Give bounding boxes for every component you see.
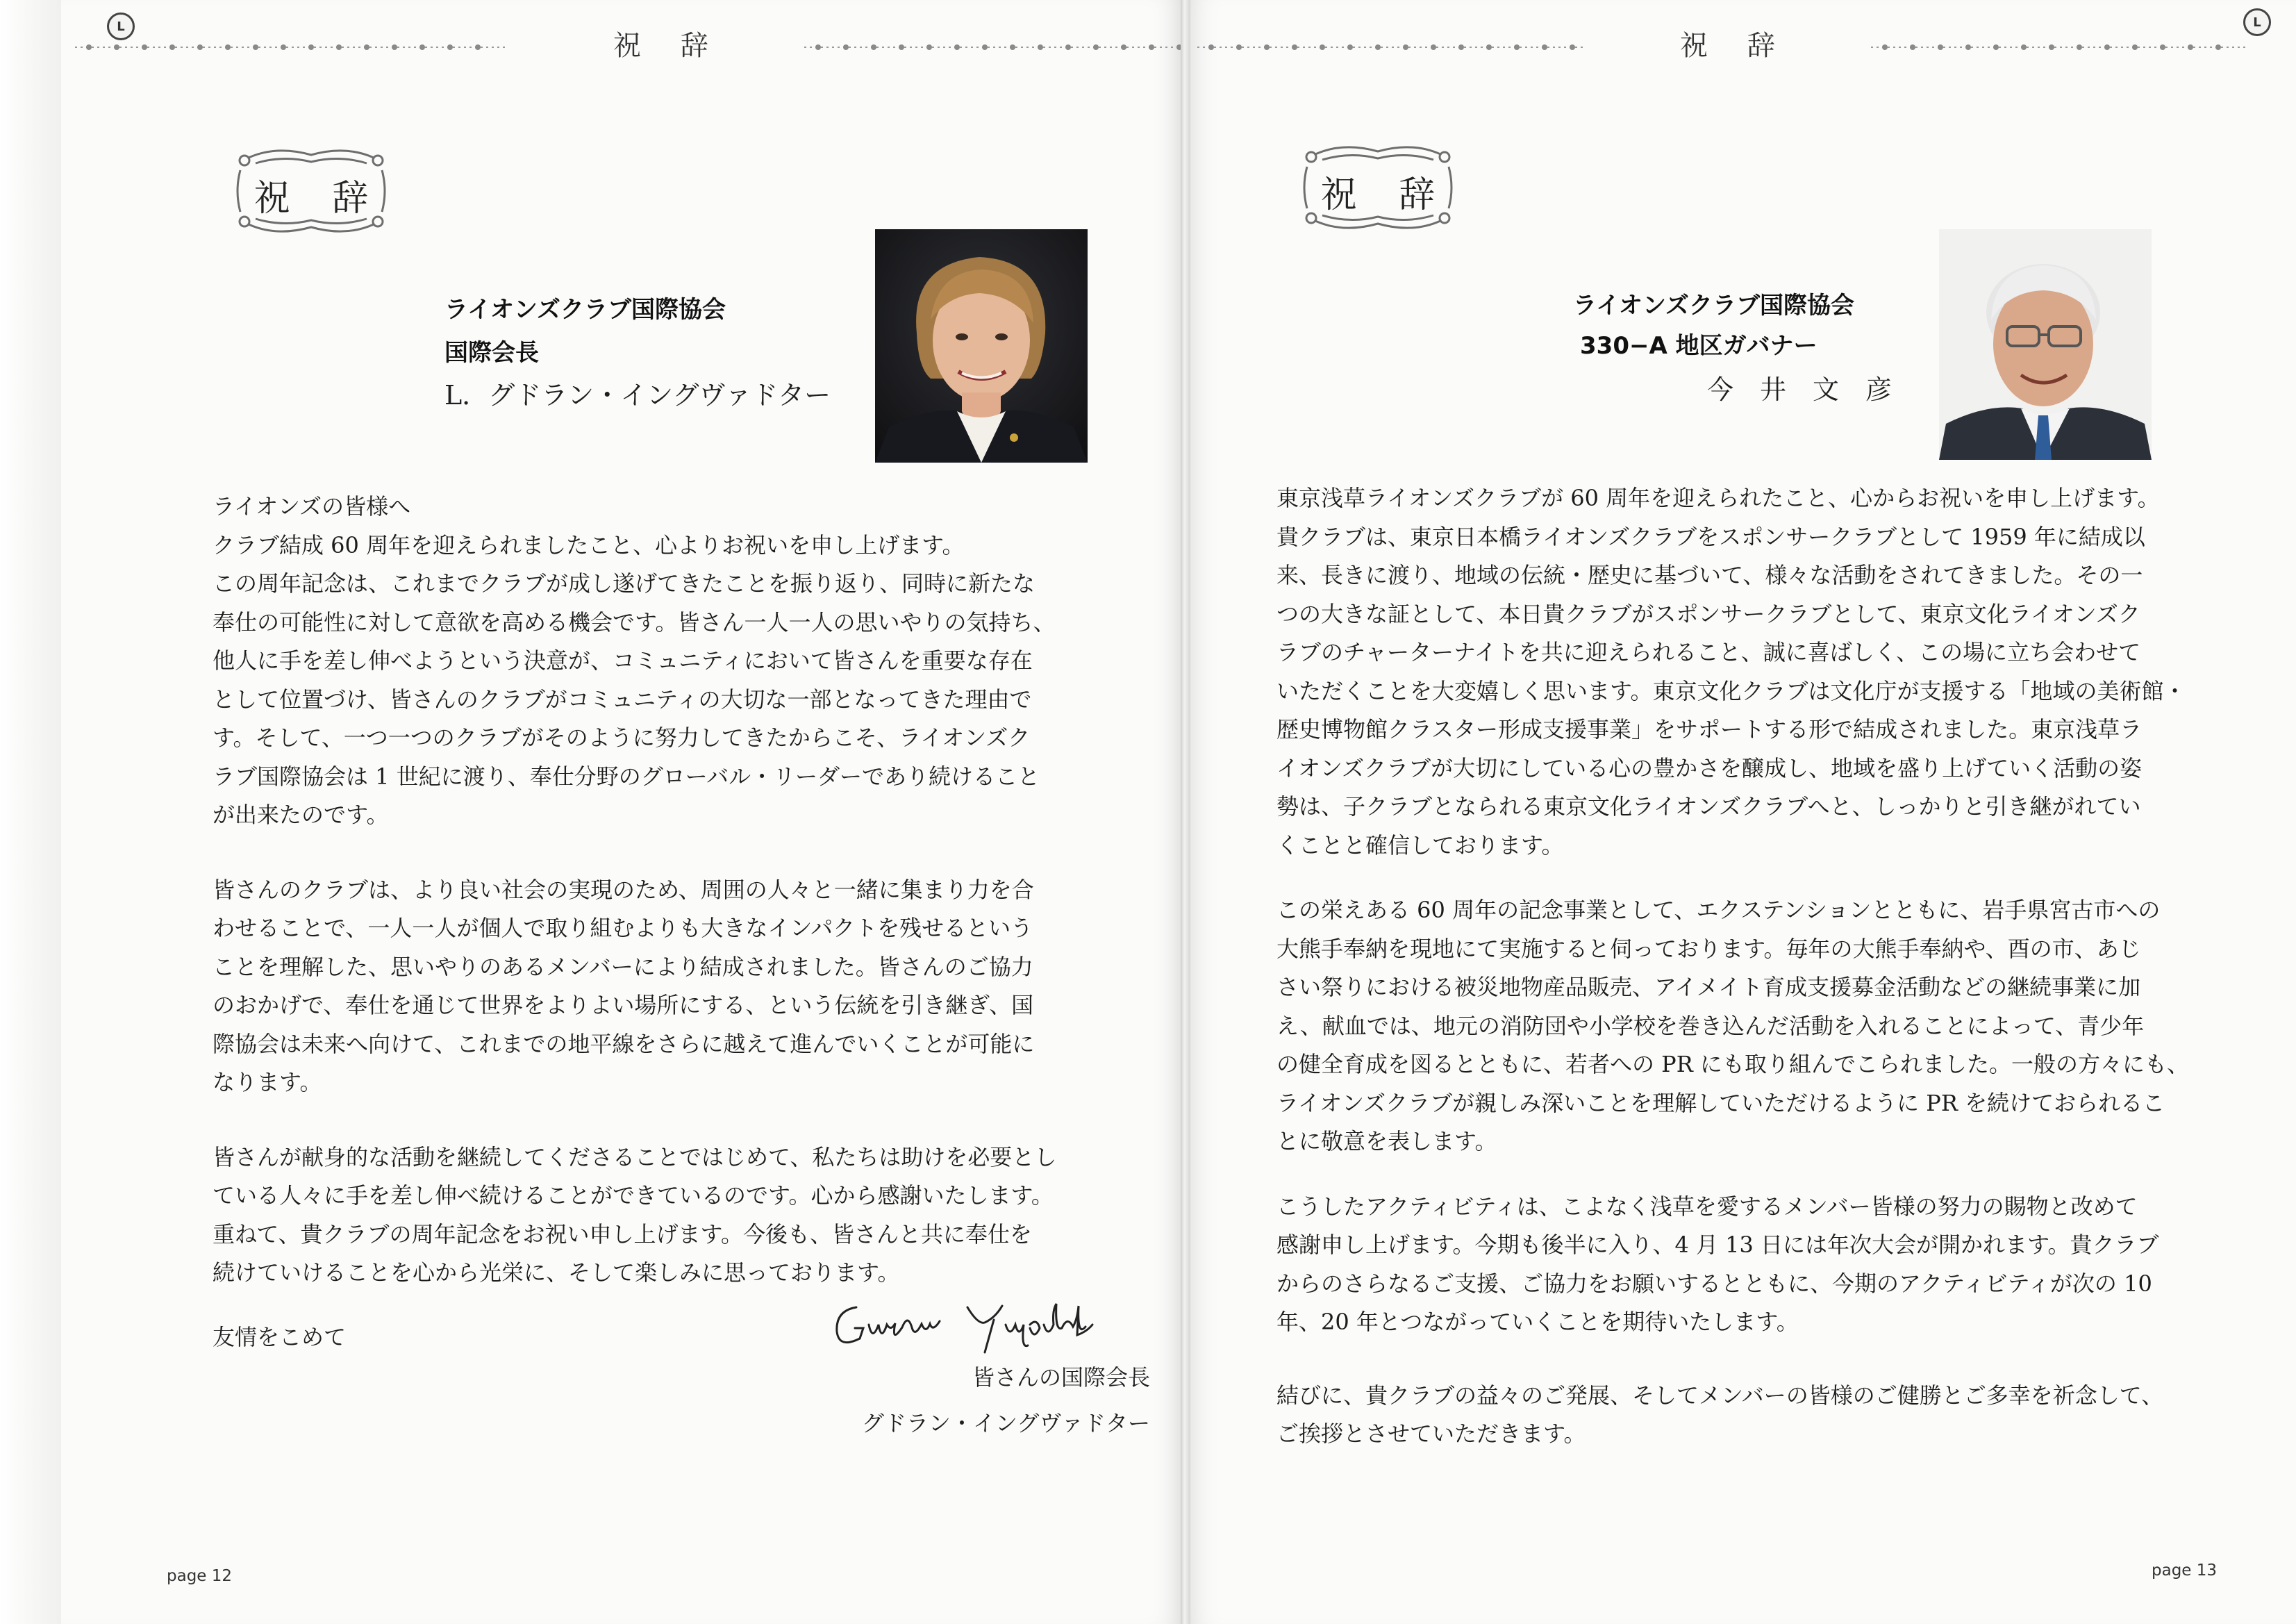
page-number: page 13 xyxy=(2152,1561,2218,1580)
text-line: こうしたアクティビティは、こよなく浅草を愛するメンバー皆様の努力の賜物と改めて xyxy=(1276,1193,2138,1220)
page-number: page 12 xyxy=(167,1567,233,1585)
text-line: なります。 xyxy=(213,1069,322,1095)
text-line: つの大きな証として、本日貴クラブがスポンサークラブとして、東京文化ライオンズク xyxy=(1276,600,2140,627)
text-line: 来、長きに渡り、地域の伝統・歴史に基づいて、様々な活動をされてきました。その一 xyxy=(1276,562,2143,588)
heading-title: 祝 辞 xyxy=(253,178,384,219)
heading-cartouche xyxy=(235,142,388,240)
text-line: え、献血では、地元の消防団や小学校を巻き込んだ活動を入れることによって、青少年 xyxy=(1276,1012,2145,1039)
text-line: くことと確信しております。 xyxy=(1276,831,1564,859)
lions-logo-icon: L xyxy=(107,13,135,40)
lace-border-icon xyxy=(804,40,1181,54)
text-line: 年、20 年とつながっていくことを期待いたします。 xyxy=(1276,1309,1799,1335)
text-line: 他人に手を差し伸べようという決意が、コミュニティにおいて皆さんを重要な存在 xyxy=(213,647,1033,674)
lace-border-icon xyxy=(75,40,506,54)
text-line: ラブのチャーターナイトを共に迎えられること、誠に喜ばしく、この場に立ち会わせて xyxy=(1276,639,2141,665)
text-line: クラブ結成 60 周年を迎えられましたこと、心よりお祝いを申し上げます。 xyxy=(213,531,965,558)
position-title: 330−A 地区ガバナー xyxy=(1580,332,1817,360)
text-line: わせることで、一人一人が個人で取り組むよりも大きなインパクトを残せるという xyxy=(213,915,1033,941)
text-line: ライオンズクラブが親しみ深いことを理解していただけるように PR を続けておられるこ xyxy=(1276,1089,2165,1116)
text-line: イオンズクラブが大切にしている心の豊かさを醸成し、地域を盛り上げていく活動の姿 xyxy=(1276,754,2143,781)
running-title: 祝 辞 xyxy=(613,30,724,62)
text-line: ている人々に手を差し伸べ続けることができているのです。心から感謝いたします。 xyxy=(213,1182,1054,1209)
running-title: 祝 辞 xyxy=(1680,30,1790,62)
text-line: 東京浅草ライオンズクラブが 60 周年を迎えられたこと、心からお祝いを申し上げます。 xyxy=(1276,485,2160,511)
text-line: 歴史博物館クラスター形成支援事業」をサポートする形で結成されました。東京浅草ラ xyxy=(1276,716,2143,743)
heading-title: 祝 辞 xyxy=(1320,174,1451,216)
book-gutter xyxy=(1181,0,1190,1624)
closing-phrase: 友情をこめて xyxy=(213,1324,347,1350)
org-title: ライオンズクラブ国際協会 xyxy=(444,296,726,324)
text-line: ご挨拶とさせていただきます。 xyxy=(1276,1420,1586,1447)
right-page xyxy=(1190,0,2296,1624)
org-title: ライオンズクラブ国際協会 xyxy=(1573,292,1854,320)
page-edge xyxy=(0,0,61,1624)
person-name: L．グドラン・イングヴァドター xyxy=(444,380,831,411)
text-line: の健全育成を図るとともに、若者への PR にも取り組んでこられました。一般の方々にも、 xyxy=(1276,1051,2189,1077)
heading-cartouche xyxy=(1301,139,1454,236)
text-line: ラブ国際協会は 1 世紀に渡り、奉仕分野のグローバル・リーダーであり続けること xyxy=(213,763,1040,790)
text-line: 勢は、子クラブとなられる東京文化ライオンズクラブへと、しっかりと引き継がれてい xyxy=(1276,793,2141,820)
text-line: とに敬意を表します。 xyxy=(1276,1128,1497,1154)
sign-role: 皆さんの国際会長 xyxy=(972,1364,1150,1391)
text-line: ことを理解した、思いやりのあるメンバーにより結成されました。皆さんのご協力 xyxy=(213,953,1033,980)
portrait-photo xyxy=(875,229,1088,463)
text-line: として位置づけ、皆さんのクラブがコミュニティの大切な一部となってきた理由で xyxy=(213,686,1032,713)
left-page xyxy=(61,0,1181,1624)
text-line: 際協会は未来へ向けて、これまでの地平線をさらに越えて進んでいくことが可能に xyxy=(213,1030,1035,1057)
letter-body xyxy=(213,488,1056,1293)
text-line: 重ねて、貴クラブの周年記念をお祝い申し上げます。今後も、皆さんと共に奉仕を xyxy=(213,1220,1033,1248)
text-line: 大熊手奉納を現地にて実施すると伺っております。毎年の大熊手奉納や、酉の市、あじ xyxy=(1276,935,2141,962)
person-name: 今 井 文 彦 xyxy=(1707,374,1892,405)
text-line: 皆さんが献身的な活動を継続してくださることではじめて、私たちは助けを必要とし xyxy=(213,1143,1057,1170)
text-line: さい祭りにおける被災地物産品販売、アイメイト育成支援募金活動などの継続事業に加 xyxy=(1276,974,2141,1000)
text-line: が出来たのです。 xyxy=(213,802,389,828)
lace-border-icon xyxy=(1871,40,2246,54)
text-line: 感謝申し上げます。今期も後半に入り、4 月 13 日には年次大会が開かれます。貴クラブ xyxy=(1276,1232,2159,1258)
portrait-photo xyxy=(1939,229,2152,460)
lions-logo-icon: L xyxy=(2243,8,2271,36)
letter-body xyxy=(1276,479,2189,1454)
text-line: この周年記念は、これまでクラブが成し遂げてきたことを振り返り、同時に新たな xyxy=(213,570,1035,597)
text-line: 奉仕の可能性に対して意欲を高める機会です。皆さん一人一人の思いやりの気持ち、 xyxy=(213,608,1056,636)
position-title: 国際会長 xyxy=(444,339,539,367)
text-line: この栄えある 60 周年の記念事業として、エクステンションとともに、岩手県宮古市への xyxy=(1276,897,2161,923)
text-line: 結びに、貴クラブの益々のご発展、そしてメンバーの皆様のご健勝とご多幸を祈念して、 xyxy=(1276,1382,2164,1409)
sign-name: グドラン・イングヴァドター xyxy=(861,1410,1150,1436)
text-line: からのさらなるご支援、ご協力をお願いするとともに、今期のアクティビティが次の 10 xyxy=(1276,1270,2152,1297)
text-line: す。そして、一つ一つのクラブがそのように努力してきたからこそ、ライオンズク xyxy=(213,724,1031,751)
text-line: いただくことを大変嬉しく思います。東京文化クラブは文化庁が支援する「地域の美術館・ xyxy=(1276,677,2186,704)
text-line: 皆さんのクラブは、より良い社会の実現のため、周囲の人々と一緒に集まり力を合 xyxy=(213,876,1034,903)
text-line: 続けていけることを心から光栄に、そして楽しみに思っております。 xyxy=(213,1259,900,1286)
lace-border-icon xyxy=(1197,40,1586,54)
text-line: のおかげで、奉仕を通じて世界をよりよい場所にする、という伝統を引き継ぎ、国 xyxy=(213,992,1034,1018)
text-line: 貴クラブは、東京日本橋ライオンズクラブをスポンサークラブとして 1959 年に結成以 xyxy=(1276,523,2145,550)
handwritten-signature xyxy=(829,1293,1155,1356)
text-line: ライオンズの皆様へ xyxy=(213,493,411,520)
